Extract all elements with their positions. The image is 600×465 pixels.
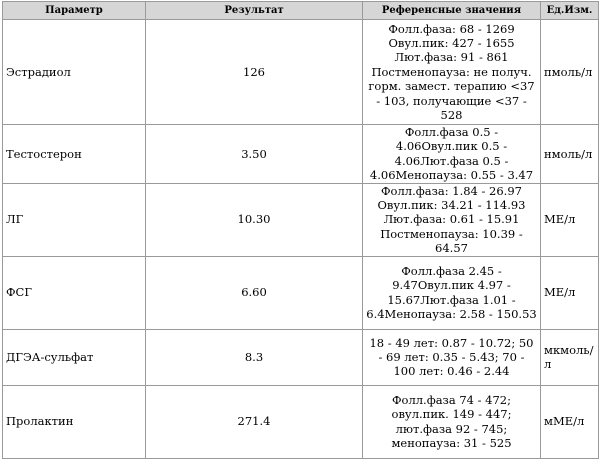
reference-cell: Фолл.фаза: 68 - 1269 Овул.пик: 427 - 1655 Лют.фаза: 91 - 861 Постменопауза: не получ. горм. замест. терапию <37 - 103, получающие <37 - 528 (363, 20, 541, 125)
result-cell: 6.60 (146, 256, 363, 329)
param-cell: Тестостерон (3, 125, 146, 184)
param-cell: Пролактин (3, 385, 146, 458)
table-row (3, 20, 599, 125)
reference-cell: Фолл.фаза 74 - 472; овул.пик. 149 - 447; лют.фаза 92 - 745; менопауза: 31 - 525 (363, 385, 541, 458)
result-cell: 10.30 (146, 183, 363, 256)
unit-cell: мМЕ/л (541, 385, 599, 458)
reference-cell: 18 - 49 лет: 0.87 - 10.72; 50 - 69 лет: 0.35 - 5.43; 70 - 100 лет: 0.46 - 2.44 (363, 329, 541, 385)
reference-cell: Фолл.фаза 2.45 - 9.47Овул.пик 4.97 - 15.67Лют.фаза 1.01 - 6.4Менопауза: 2.58 - 150.53 (363, 256, 541, 329)
unit-cell: пмоль/л (541, 20, 599, 125)
header-result: Результат (146, 2, 363, 20)
reference-cell: Фолл.фаза 0.5 - 4.06Овул.пик 0.5 - 4.06Лют.фаза 0.5 - 4.06Менопауза: 0.55 - 3.47 (363, 125, 541, 184)
header-param: Параметр (3, 2, 146, 20)
param-cell: ДГЭА-сульфат (3, 329, 146, 385)
table-row (3, 385, 599, 458)
table-row (3, 256, 599, 329)
param-cell: ЛГ (3, 183, 146, 256)
reference-cell: Фолл.фаза: 1.84 - 26.97 Овул.пик: 34.21 - 114.93 Лют.фаза: 0.61 - 15.91 Постменопауза: 10.39 - 64.57 (363, 183, 541, 256)
header-row (3, 2, 599, 20)
header-reference: Референсные значения (363, 2, 541, 20)
header-unit: Ед.Изм. (541, 2, 599, 20)
param-cell: ФСГ (3, 256, 146, 329)
result-cell: 8.3 (146, 329, 363, 385)
param-cell: Эстрадиол (3, 20, 146, 125)
result-cell: 126 (146, 20, 363, 125)
result-cell: 271.4 (146, 385, 363, 458)
unit-cell: МЕ/л (541, 256, 599, 329)
unit-cell: нмоль/л (541, 125, 599, 184)
unit-cell: мкмоль/л (541, 329, 599, 385)
table-row (3, 329, 599, 385)
table-row (3, 125, 599, 184)
lab-results-table (2, 1, 599, 459)
unit-cell: МЕ/л (541, 183, 599, 256)
result-cell: 3.50 (146, 125, 363, 184)
table-row (3, 183, 599, 256)
